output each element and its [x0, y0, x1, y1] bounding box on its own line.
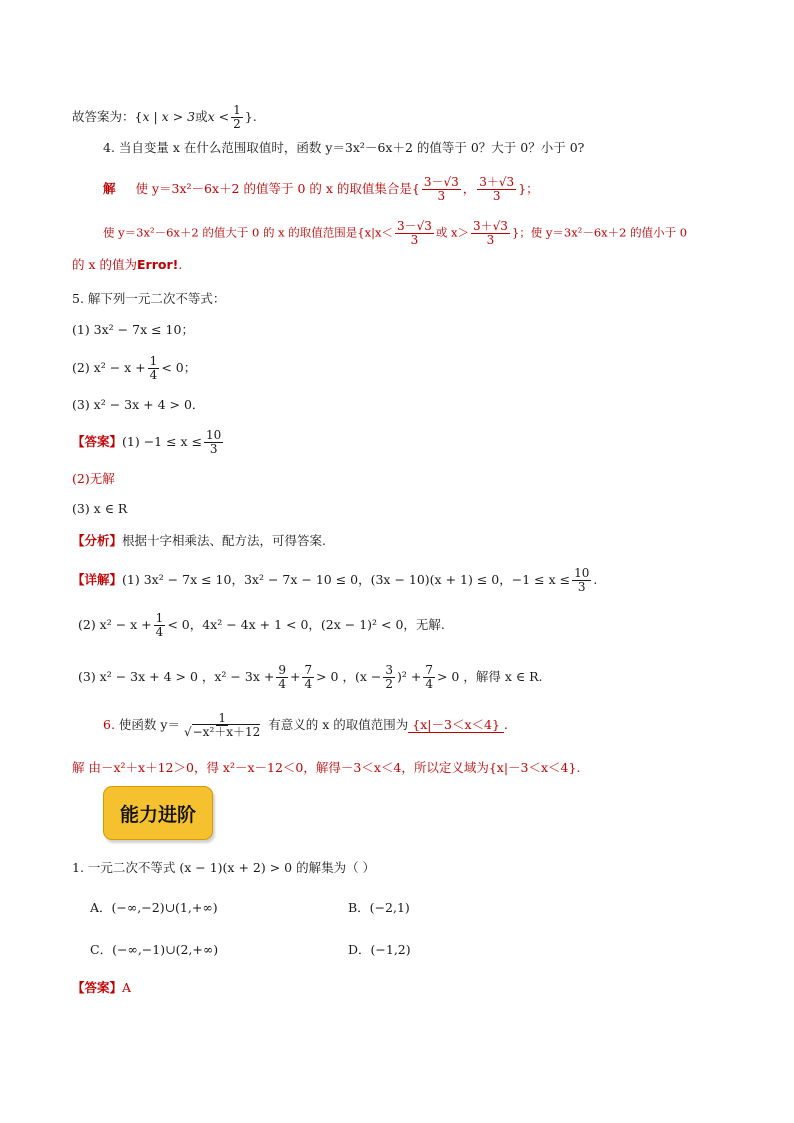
q5-answer-line [72, 429, 225, 456]
detail3-e: > 0 ，解得 x ∈ R. [436, 669, 543, 685]
q6-solution: 解 由－x²＋x＋12＞0，得 x²－x－12＜0，解得－3＜x＜4，所以定义域为{x|－3＜x＜4}. [72, 760, 581, 775]
prev-answer-line [72, 104, 257, 131]
detail2-a: (2) x² − x + [78, 617, 152, 633]
frac-den-wrap: √−x²＋x＋12 [183, 725, 261, 740]
frac-num: 3＋√3 [473, 219, 508, 233]
frac-num: 1 [155, 611, 164, 625]
frac-num: 3－√3 [396, 219, 432, 233]
q5-item2 [72, 355, 196, 382]
error-text: Error! [137, 257, 179, 272]
sol-line3-end: . [178, 257, 183, 272]
q5-answer2: (2)无解 [72, 471, 115, 486]
frac-den: 3 [486, 233, 495, 248]
detail3-d: )² + [396, 669, 422, 685]
detail1-end: . [593, 572, 598, 588]
frac-den: 4 [149, 368, 158, 383]
frac-num: 1 [149, 354, 158, 368]
fraction [204, 429, 223, 456]
prev-answer-prefix: 故答案为： [72, 109, 135, 125]
frac-num: 9 [278, 663, 286, 677]
q6-stem [103, 712, 508, 739]
frac-num: 10 [206, 428, 222, 442]
q5-detail3 [78, 664, 542, 691]
frac-num: 7 [425, 663, 433, 677]
frac-den: 4 [155, 625, 164, 640]
fraction [572, 567, 591, 594]
frac-num: 3－√3 [423, 175, 459, 189]
or-text: 或 x＞ [435, 225, 470, 240]
answer-label: 【答案】 [72, 980, 123, 995]
fraction [276, 664, 288, 691]
q5-item3: (3) x² − 3x + 4 > 0． [72, 397, 205, 412]
set-close: }. [244, 109, 257, 125]
q5-stem: 5. 解下列一元二次不等式： [72, 291, 226, 306]
sol-line1-text: 使 y＝3x²－6x＋2 的值等于 0 的 x 的取值集合是{ [135, 181, 420, 197]
option-d: D．(−1,2) [348, 942, 411, 957]
answer1-a: (1) −1 ≤ x ≤ [122, 434, 203, 450]
answer-blank: {x|－3＜x＜4} [408, 719, 504, 733]
frac-den: 3 [209, 442, 218, 457]
q4-solution-line1 [103, 176, 539, 203]
solution-label: 解 [103, 181, 116, 197]
set-open: { [134, 109, 143, 125]
fraction [423, 664, 435, 691]
section-badge: 能力进阶 [103, 786, 213, 840]
analysis-text: 根据十字相乘法、配方法，可得答案. [122, 533, 326, 548]
item2-b: < 0； [161, 360, 197, 376]
option-b: B．(−2,1) [348, 900, 410, 915]
fraction [383, 664, 395, 691]
q4-solution-line3 [72, 259, 182, 272]
frac-num: 3 [385, 663, 393, 677]
answer-value: A [122, 980, 132, 995]
sol-line2-end: }；使 y＝3x²－6x＋2 的值小于 0 [511, 225, 688, 240]
fraction [302, 664, 314, 691]
frac-den: −x²＋x＋12 [192, 725, 261, 740]
sol-line3-text: 的 x 的值为 [72, 257, 137, 272]
frac-den: 2 [233, 117, 241, 132]
detail-label: 【详解】 [72, 572, 123, 588]
q5-detail1 [72, 567, 597, 594]
q5-analysis [72, 535, 326, 548]
frac-num: 10 [574, 566, 590, 580]
option-a: A．(−∞,−2)∪(1,+∞) [90, 900, 218, 915]
frac-den: 3 [577, 580, 586, 595]
item2-a: (2) x² − x + [72, 360, 146, 376]
fraction [395, 220, 434, 247]
q4-solution-line2 [103, 220, 687, 247]
frac-den: 3 [410, 233, 419, 248]
adv-q1-answer [72, 982, 131, 995]
frac-num: 1 [218, 711, 226, 725]
q5-item1: (1) 3x² − 7x ≤ 10； [72, 322, 194, 337]
frac-den: 4 [304, 677, 313, 692]
frac-den: 3 [492, 189, 501, 204]
cond1: x | x > 3 [142, 109, 196, 125]
frac-den: 3 [437, 189, 446, 204]
detail3-c: > 0 ，(x − [316, 669, 382, 685]
analysis-label: 【分析】 [72, 533, 123, 548]
q6-stem-end: . [503, 717, 508, 733]
q5-detail2 [78, 612, 445, 639]
option-c: C．(−∞,−1)∪(2,+∞) [90, 942, 219, 957]
fraction [154, 612, 166, 639]
frac-num: 3＋√3 [479, 175, 515, 189]
frac-den: 4 [425, 677, 433, 692]
frac-num: 7 [304, 663, 313, 677]
detail3-a: (3) x² − 3x + 4 > 0 ，x² − 3x + [78, 669, 275, 685]
cond2: x < [207, 109, 230, 125]
detail3-b: + [289, 669, 301, 685]
q4-stem: 4. 当自变量 x 在什么范围取值时，函数 y＝3x²－6x＋2 的值等于 0？大于 0？小于 0? [103, 140, 585, 155]
q6-stem-a: 使函数 y＝ [118, 717, 180, 733]
q6-stem-b: 有意义的 x 的取值范围为 [268, 717, 409, 733]
fraction [148, 355, 160, 382]
frac-den: 2 [385, 677, 393, 692]
fraction [471, 220, 510, 247]
sol-line1-end: }； [518, 181, 539, 197]
separator: ， [462, 181, 476, 197]
frac-num: 1 [233, 103, 241, 117]
detail2-b: < 0，4x² − 4x + 1 < 0，(2x − 1)² < 0，无解. [167, 617, 445, 633]
adv-q1-stem: 1. 一元二次不等式 (x − 1)(x + 2) > 0 的解集为（ ） [72, 860, 376, 875]
frac-den: 4 [278, 677, 286, 692]
fraction [182, 712, 262, 739]
fraction [231, 104, 243, 131]
q6-number: 6. [103, 717, 115, 733]
fraction [422, 176, 461, 203]
fraction [477, 176, 516, 203]
q5-answer3: (3) x ∈ R [72, 501, 128, 516]
detail1-a: (1) 3x² − 7x ≤ 10，3x² − 7x − 10 ≤ 0，(3x − 10)(x + 1) ≤ 0，−1 ≤ x ≤ [122, 572, 571, 588]
or-text: 或 [195, 109, 208, 125]
sol-line2-text: 使 y＝3x²－6x＋2 的值大于 0 的 x 的取值范围是{x|x＜ [103, 225, 393, 240]
answer-label: 【答案】 [72, 434, 123, 450]
